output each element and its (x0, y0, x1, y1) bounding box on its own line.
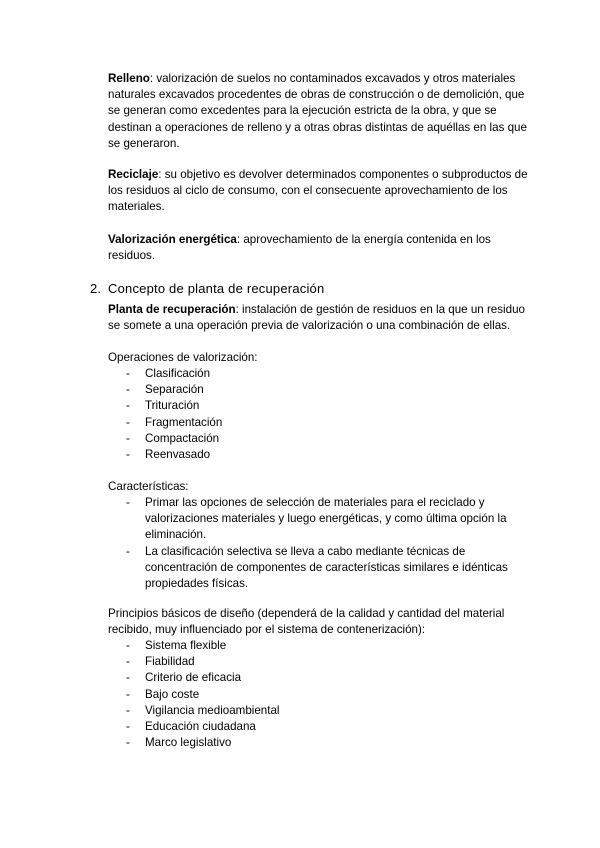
reciclaje-term: Reciclaje (108, 168, 159, 181)
relleno-paragraph (108, 71, 528, 152)
list-item: - Bajo coste (108, 687, 528, 703)
operaciones-label: Operaciones de valorización: (108, 351, 258, 364)
valorizacion-term: Valorización energética (108, 233, 237, 246)
section-heading (90, 281, 324, 297)
list-item: - La clasificación selectiva se lleva a cabo mediante técnicas de concentración de componentes de características similares e idénticas propiedades físicas. (108, 544, 528, 593)
valorizacion-paragraph (108, 232, 528, 264)
planta-term: Planta de recuperación (108, 303, 236, 316)
relleno-text: : valorización de suelos no contaminados excavados y otros materiales naturales excavados procedentes de obras de construcción o de demolición, que se generan como excedentes para la ejecución estricta de la obra, y que se destinan a operaciones de relleno y a otras obras distintas de aquéllas en las que se generaron. (108, 72, 527, 150)
list-item: - Educación ciudadana (108, 719, 528, 735)
list-item: - Vigilancia medioambiental (108, 703, 528, 719)
list-item: - Sistema flexible (108, 638, 528, 654)
reciclaje-paragraph (108, 167, 528, 216)
reciclaje-text: : su objetivo es devolver determinados componentes o subproductos de los residuos al ciclo de consumo, con el consecuente aprovechamiento de los materiales. (108, 168, 528, 214)
list-item: - Reenvasado (108, 447, 528, 463)
list-item: - Marco legislativo (108, 735, 528, 751)
list-item: - Separación (108, 382, 528, 398)
principios-list (108, 638, 528, 751)
section-title: Concepto de planta de recuperación (108, 281, 325, 296)
caracteristicas-list (108, 495, 528, 592)
operaciones-list (108, 366, 528, 463)
relleno-term: Relleno (108, 72, 150, 85)
valorizacion-text: : aprovechamiento de la energía contenida en los residuos. (108, 233, 491, 263)
list-item: - Criterio de eficacia (108, 670, 528, 686)
list-item: - Fiabilidad (108, 654, 528, 670)
list-item: - Clasificación (108, 366, 528, 382)
list-item: - Fragmentación (108, 415, 528, 431)
planta-text: : instalación de gestión de residuos en la que un residuo se somete a una operación previa de valorización o una combinación de ellas. (108, 303, 525, 333)
caracteristicas-label: Características: (108, 480, 189, 493)
principios-label: Principios básicos de diseño (dependerá de la calidad y cantidad del material recibido, muy influenciado por el sistema de contenerización): (108, 607, 505, 637)
list-item: - Trituración (108, 398, 528, 414)
planta-paragraph (108, 302, 528, 334)
list-item: - Compactación (108, 431, 528, 447)
section-number: 2. (90, 281, 102, 296)
list-item: - Primar las opciones de selección de materiales para el reciclado y valorizaciones materiales y luego energéticas, y como última opción la eliminación. (108, 495, 528, 544)
